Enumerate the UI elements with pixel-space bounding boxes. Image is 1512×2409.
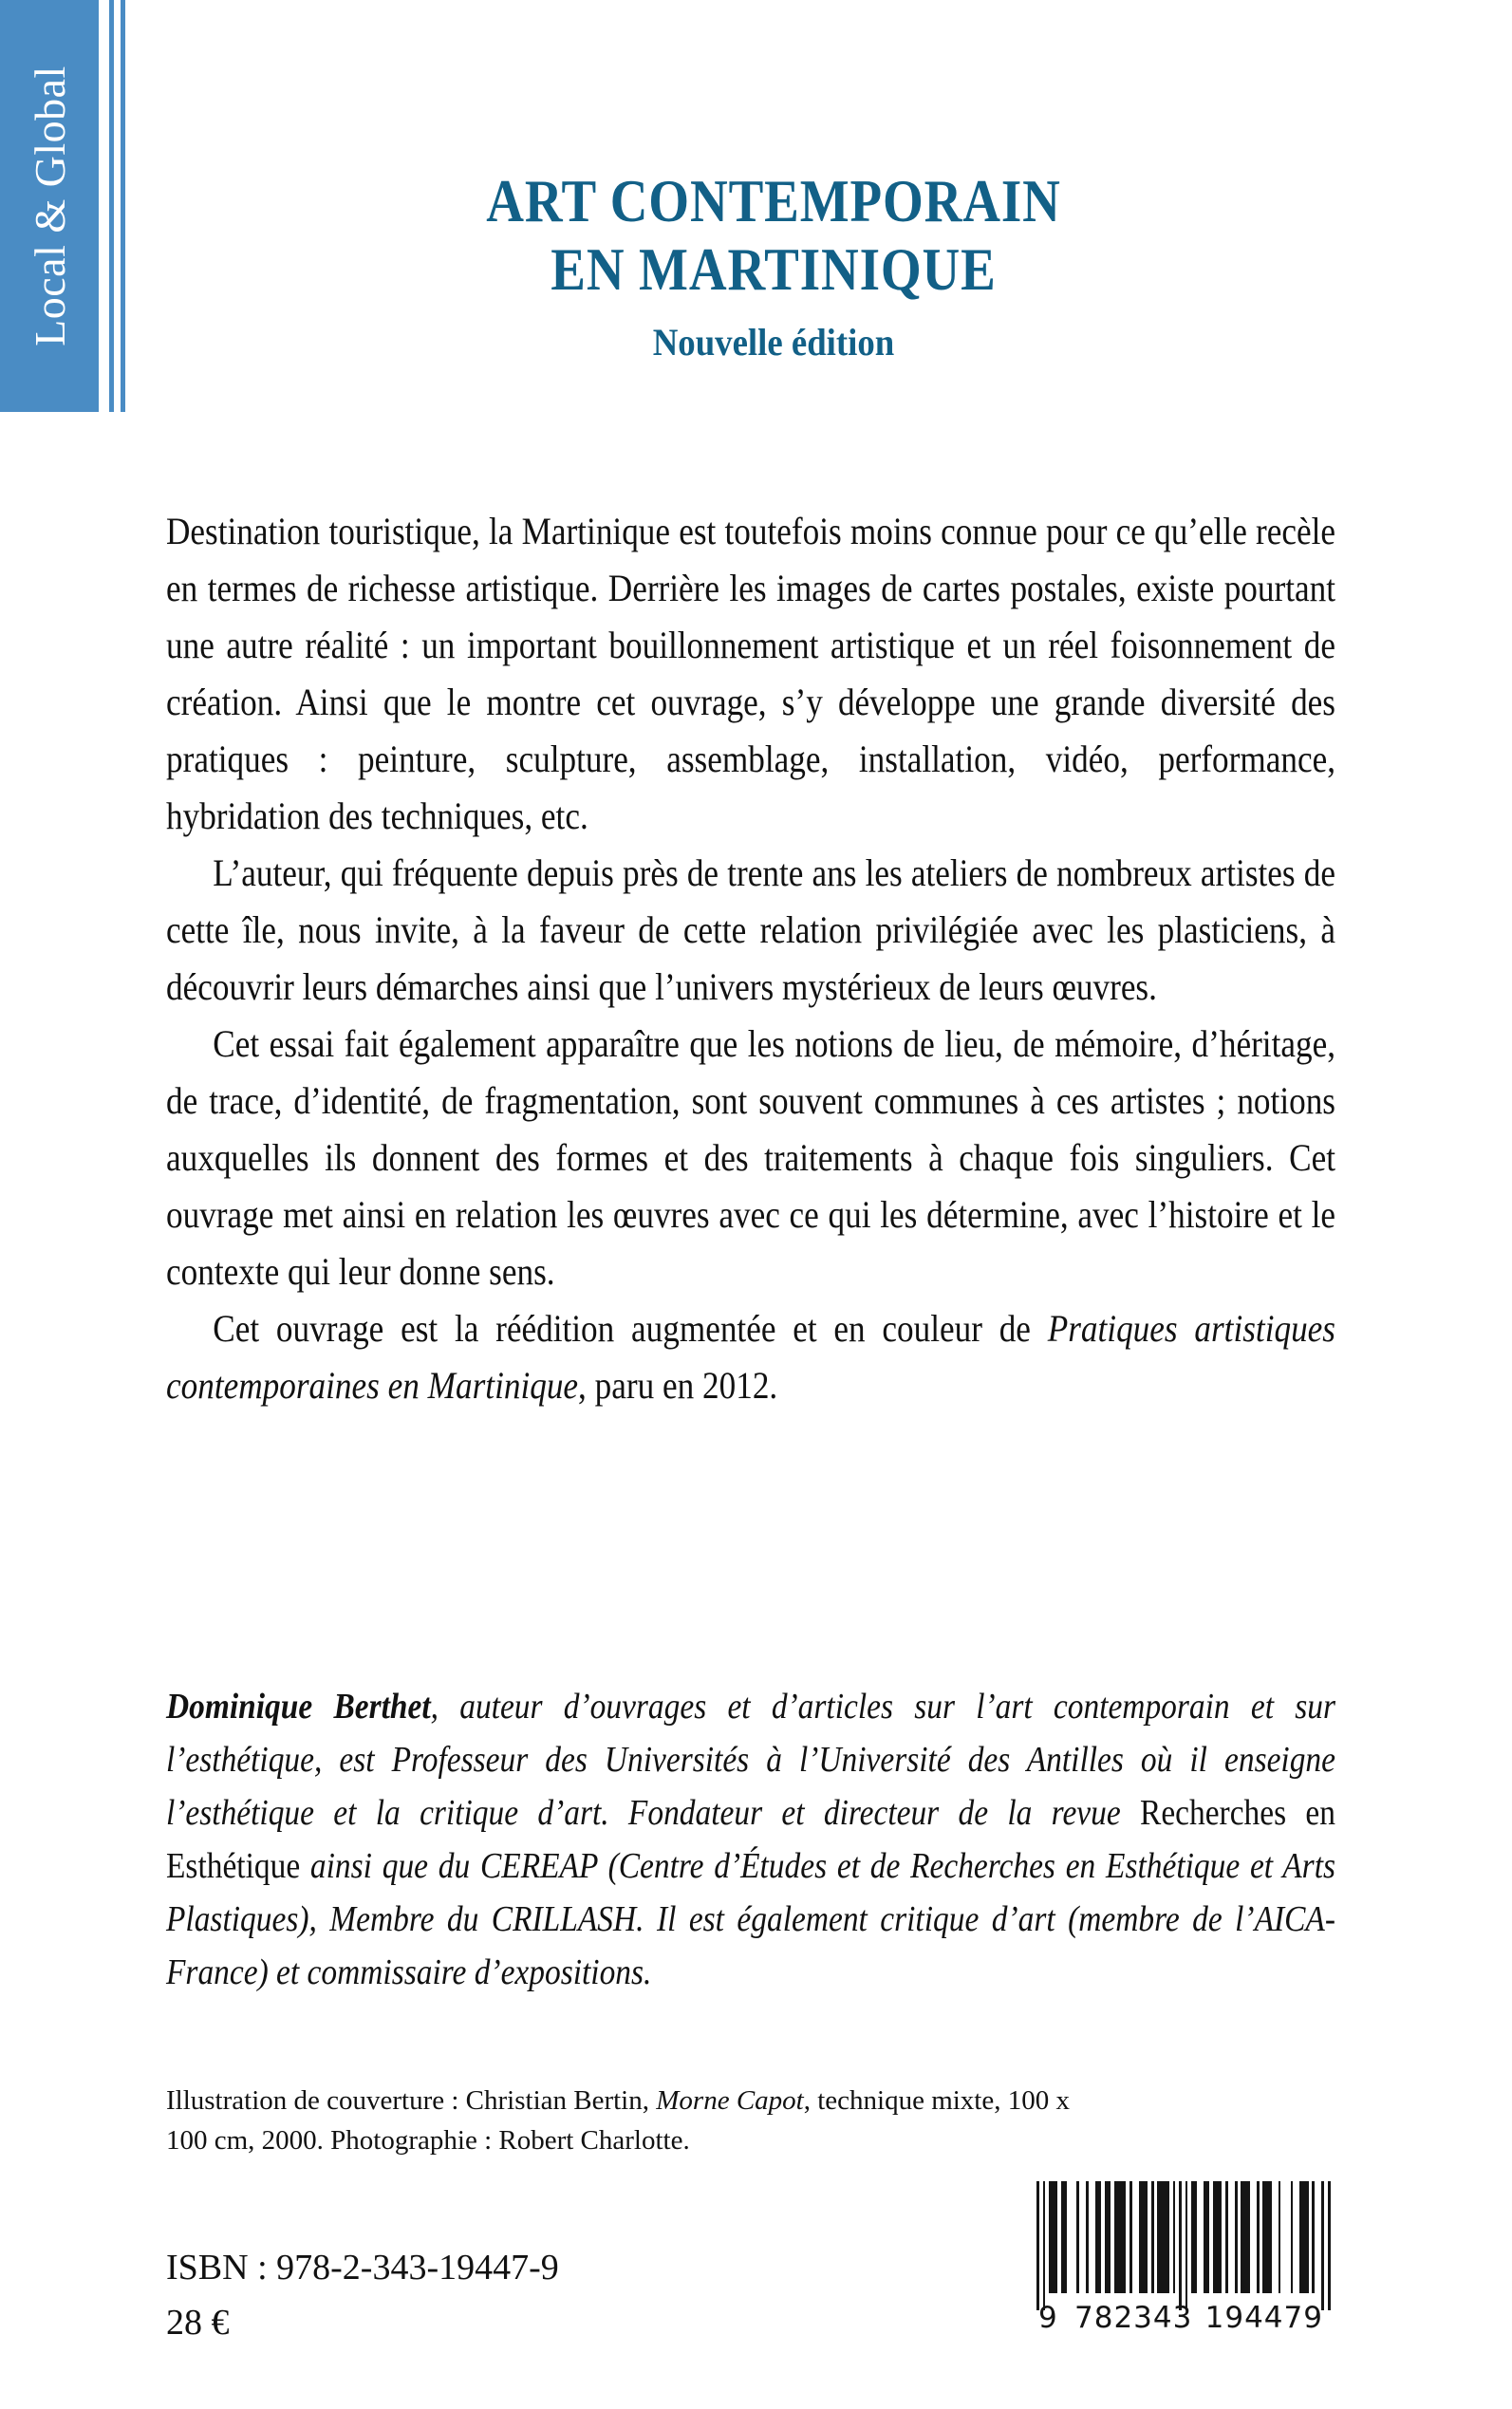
journal-title: Recherches en Esthétique <box>166 1793 1335 1886</box>
cover-illustration-credit <box>166 2081 1115 2160</box>
page-title <box>264 167 1284 303</box>
isbn-number: ISBN : 978-2-343-19447-9 <box>166 2248 559 2288</box>
title-block <box>180 167 1367 364</box>
edition-subtitle: Nouvelle édition <box>652 321 895 364</box>
isbn-block <box>166 2240 559 2350</box>
barcode-digit-group-mid: 782343 <box>1074 2301 1193 2335</box>
title-line-1: ART CONTEMPORAIN <box>486 167 1061 234</box>
barcode-digit-group-left: 9 <box>1038 2301 1058 2335</box>
author-name: Dominique Berthet <box>166 1687 431 1727</box>
blurb-text <box>166 503 1335 1414</box>
barcode-bars <box>1036 2181 1331 2310</box>
credit-lead: Illustration de couverture : Christian Bertin, <box>166 2085 657 2116</box>
blurb-paragraph-4 <box>166 1300 1335 1414</box>
price: 28 € <box>166 2303 230 2343</box>
previous-edition-title: Pratiques artistiques contemporaines en Martinique <box>166 1307 1336 1407</box>
artwork-title: Morne Capot <box>656 2085 804 2116</box>
series-band <box>0 0 99 412</box>
blurb-paragraph-2: L’auteur, qui fréquente depuis près de trente ans les ateliers de nombreux artistes de cette île, nous invite, à la faveur de cette relation privilégiée avec les plasticiens, à découvrir leurs démarches ainsi que l’univers mystérieux de leurs œuvres. <box>166 851 1335 1008</box>
series-label: Local & Global <box>25 65 74 346</box>
title-line-2: EN MARTINIQUE <box>551 234 997 303</box>
barcode-digits <box>1036 2301 1331 2335</box>
barcode-digit-group-right: 194479 <box>1204 2301 1323 2335</box>
barcode <box>1036 2181 1331 2352</box>
series-rule-inner <box>121 0 125 412</box>
blurb-paragraph-1: Destination touristique, la Martinique est toutefois moins connue pour ce qu’elle recèle en termes de richesse artistique. Derrière les images de cartes postales, existe pourtant une autre réalité : un important bouillonnement artistique et un réel foisonnement de création. Ainsi que le montre cet ouvrage, s’y développe une grande diversité des pratiques : peinture, sculpture, assemblage, installation, vidéo, performance, hybridation des techniques, etc. <box>166 510 1335 837</box>
blurb-reedition-lead: Cet ouvrage est la réédition augmentée et en couleur de <box>213 1307 1048 1350</box>
blurb-reedition-tail: , paru en 2012. <box>578 1364 778 1407</box>
bio-part-2: ainsi que du CEREAP (Centre d’Études et de Recherches en Esthétique et Arts Plastiques), Membre du CRILLASH. Il est également critique d’art (membre de l’AICA-France) et commissaire d’expositions. <box>166 1846 1336 1992</box>
blurb-paragraph-3: Cet essai fait également apparaître que les notions de lieu, de mémoire, d’héritage, de trace, d’identité, de fragmentation, sont souvent communes à ces artistes ; notions auxquelles ils donnent des formes et des traitements à chaque fois singuliers. Cet ouvrage met ainsi en relation les œuvres avec ce qui les détermine, avec l’histoire et le contexte qui leur donne sens. <box>166 1022 1335 1293</box>
bio-part-1: , auteur d’ouvrages et d’articles sur l’art contemporain et sur l’esthétique, est Professeur des Universités à l’Université des Antilles où il enseigne l’esthétique et la critique d’art. Fondateur et directeur de la revue <box>166 1687 1335 1833</box>
credit-tail: , technique mixte, 100 x 100 cm, 2000. Photographie : Robert Charlotte. <box>166 2085 1070 2156</box>
series-rule-outer <box>109 0 114 412</box>
author-bio <box>166 1680 1335 1999</box>
